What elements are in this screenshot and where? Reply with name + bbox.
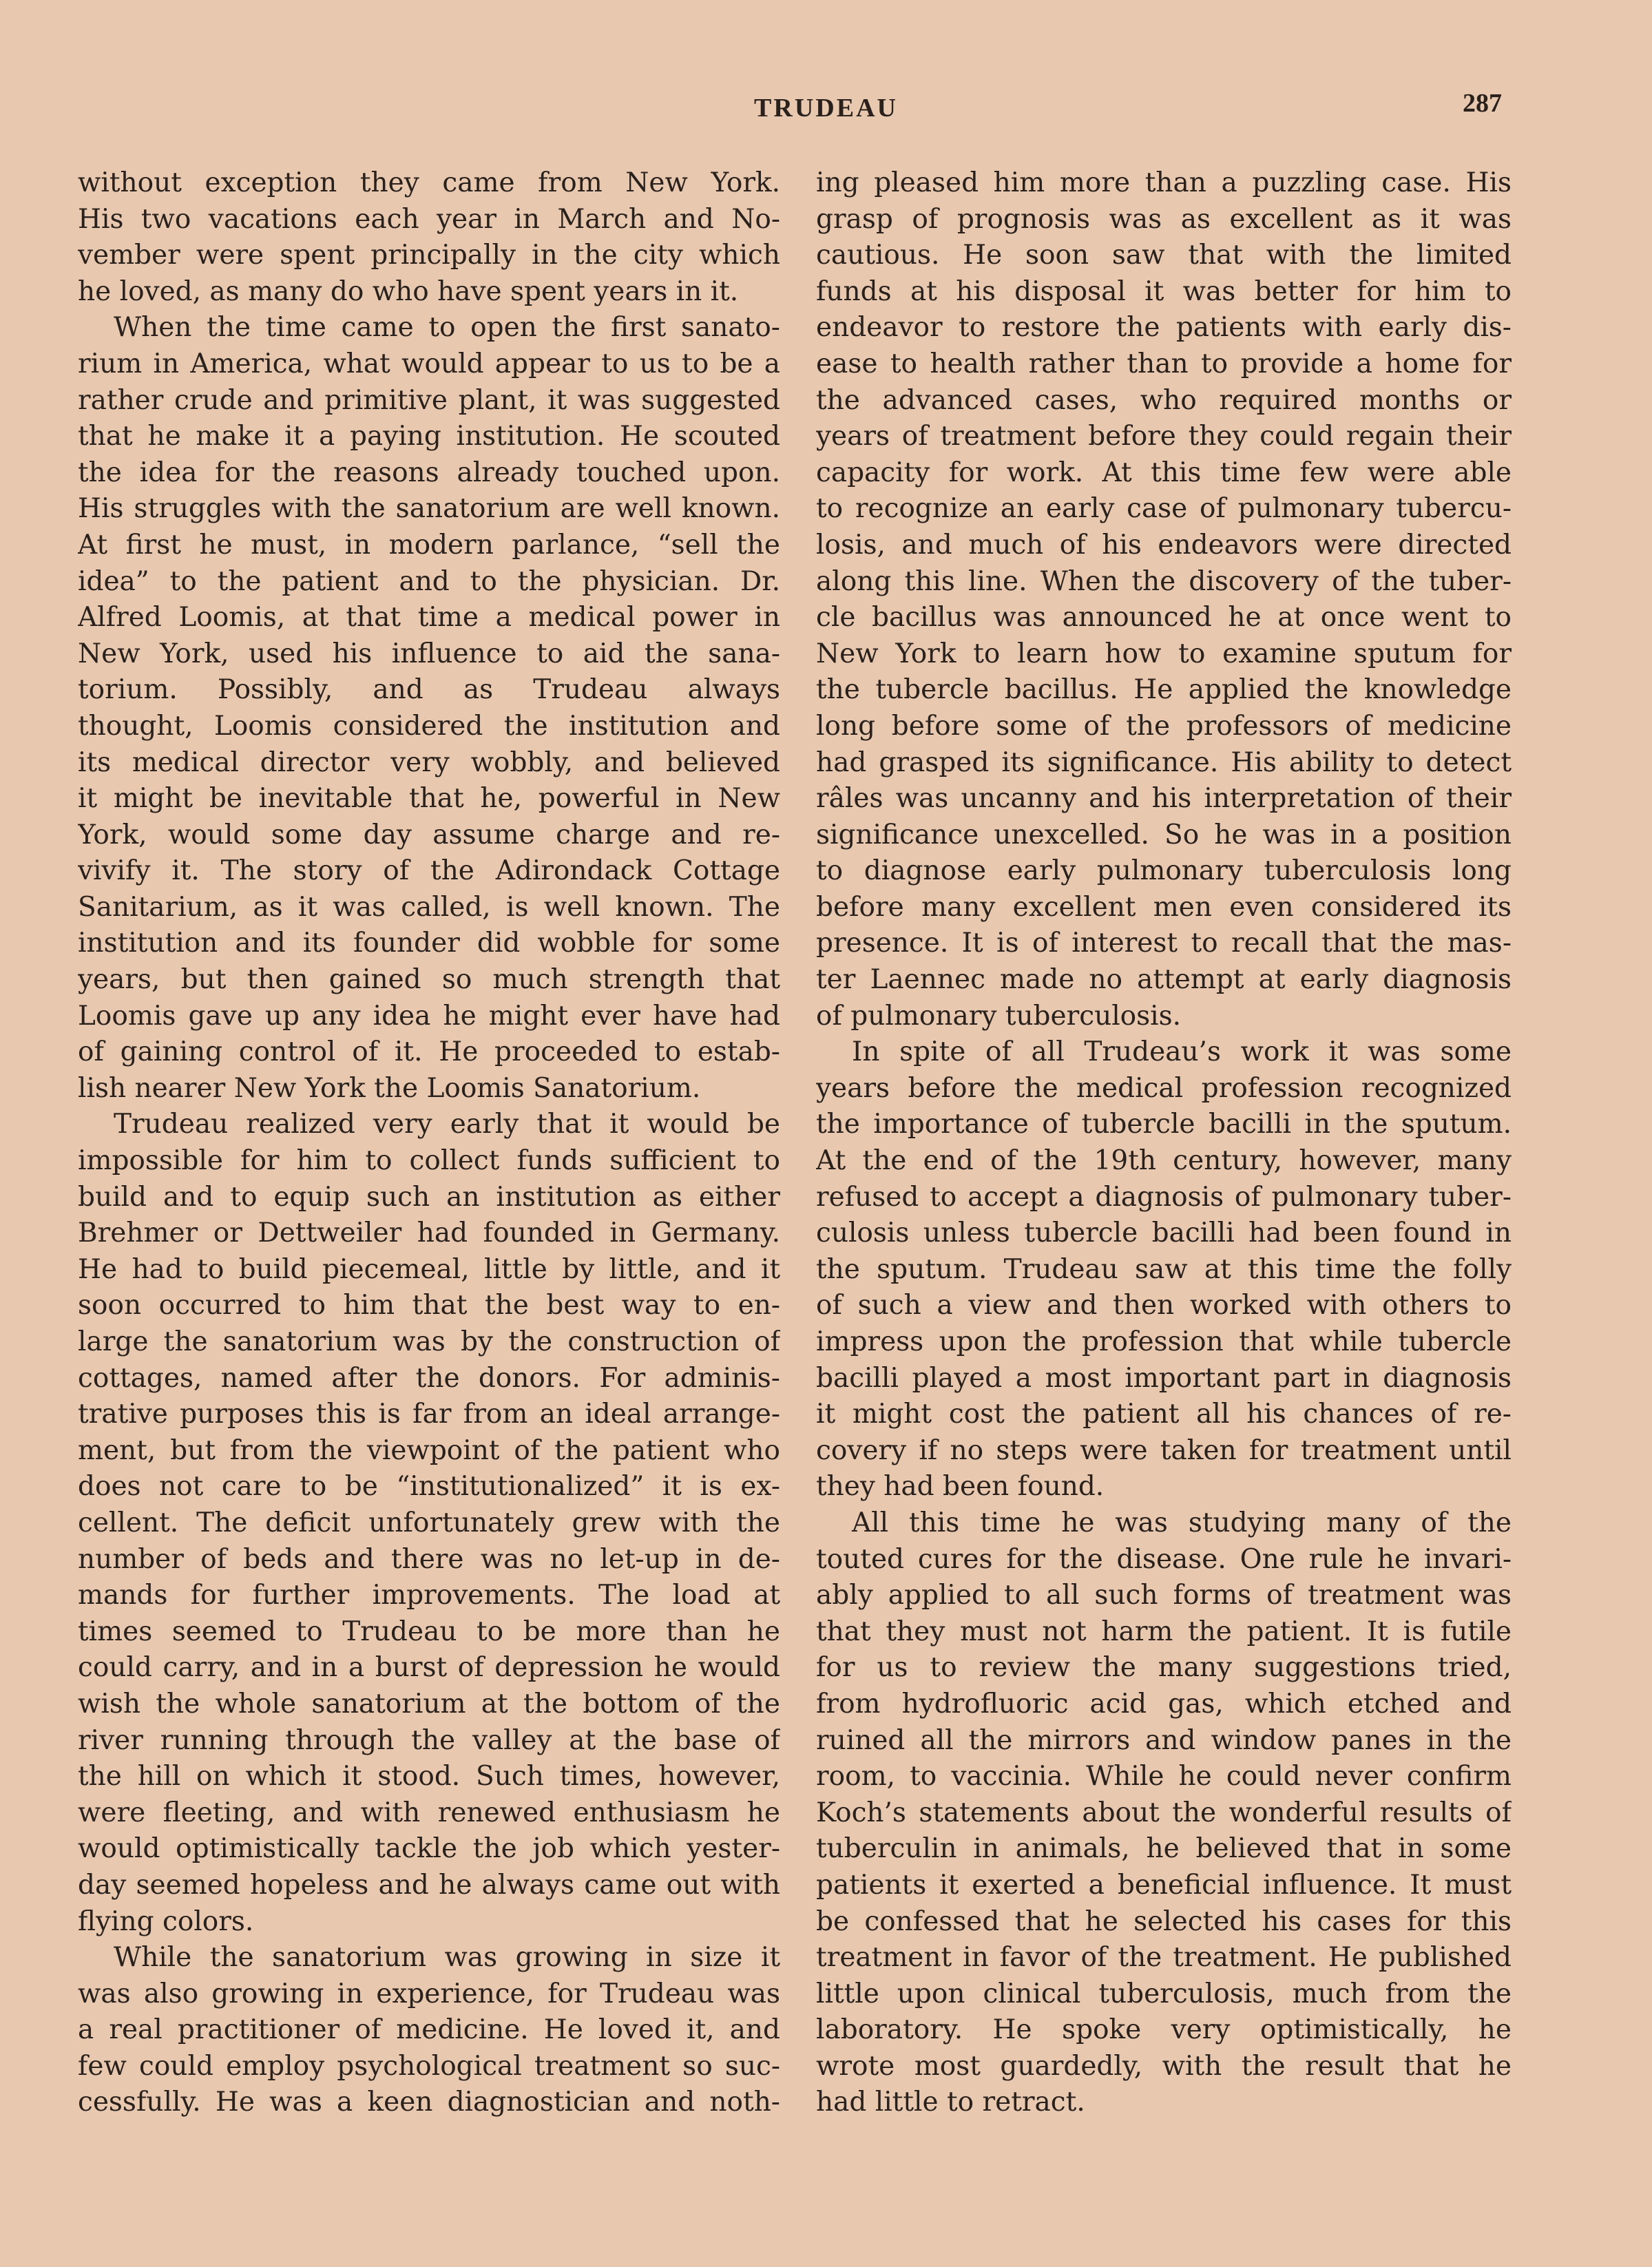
text-line: cautious. He soon saw that with the limited [816, 240, 1512, 271]
text-line: large the sanatorium was by the construction of [78, 1326, 780, 1357]
text-line: thought, Loomis considered the institution and [78, 710, 780, 742]
text-line: it might cost the patient all his chances of re- [816, 1399, 1512, 1430]
text-line: impossible for him to collect funds sufficient to [78, 1145, 780, 1177]
text-line: cessfully. He was a keen diagnostician and noth- [78, 2087, 780, 2118]
text-line: grasp of prognosis was as excellent as it was [816, 203, 1512, 235]
text-line: had grasped its significance. His ability to detect [816, 746, 1512, 778]
text-line: the tubercle bacillus. He applied the knowledge [816, 674, 1512, 706]
text-line: along this line. When the discovery of the tuber- [816, 565, 1512, 597]
text-line: cle bacillus was announced he at once went to [816, 602, 1512, 634]
text-line: touted cures for the disease. One rule he invari- [816, 1543, 1512, 1575]
text-line: years, but then gained so much strength that [78, 964, 780, 996]
text-line: laboratory. He spoke very optimistically, he [816, 2014, 1512, 2046]
text-line: presence. It is of interest to recall that the mas- [816, 928, 1512, 959]
text-line: to recognize an early case of pulmonary tubercu- [816, 493, 1512, 525]
text-line: it might be inevitable that he, powerful in New [78, 783, 780, 815]
text-line: ing pleased him more than a puzzling case. His [816, 167, 1512, 198]
text-line: idea” to the patient and to the physician. Dr. [78, 565, 780, 597]
text-line: wrote most guardedly, with the result that he [816, 2050, 1512, 2082]
text-line: covery if no steps were taken for treatment until [816, 1434, 1512, 1466]
text-line: Koch’s statements about the wonderful results of [816, 1797, 1512, 1828]
text-line: His struggles with the sanatorium are well known. [78, 493, 780, 525]
text-line: was also growing in experience, for Trudeau was [78, 1978, 780, 2009]
text-line: they had been found. [816, 1471, 1105, 1503]
text-line: be confessed that he selected his cases for this [816, 1905, 1512, 1937]
text-line: flying colors. [78, 1905, 254, 1937]
text-line: institution and its founder did wobble for some [78, 928, 780, 959]
text-line: York, would some day assume charge and re- [78, 819, 780, 850]
page-number: 287 [1463, 89, 1502, 118]
text-line: wish the whole sanatorium at the bottom of the [78, 1688, 780, 1720]
text-line: funds at his disposal it was better for him to [816, 275, 1512, 307]
text-line: All this time he was studying many of the [852, 1507, 1512, 1538]
text-line: of pulmonary tuberculosis. [816, 1000, 1182, 1032]
text-line: the importance of tubercle bacilli in the sputum. [816, 1109, 1512, 1140]
text-line: treatment in favor of the treatment. He published [816, 1942, 1512, 1974]
text-line: ably applied to all such forms of treatment was [816, 1580, 1512, 1611]
text-line: vivify it. The story of the Adirondack Cottage [78, 855, 780, 887]
text-line: bacilli played a most important part in diagnosis [816, 1362, 1512, 1394]
text-line: the hill on which it stood. Such times, however, [78, 1761, 780, 1793]
text-line: little upon clinical tuberculosis, much from the [816, 1978, 1512, 2009]
text-line: vember were spent principally in the city which [78, 240, 780, 271]
text-line: refused to accept a diagnosis of pulmonary tuber- [816, 1181, 1512, 1213]
text-line: times seemed to Trudeau to be more than he [78, 1616, 780, 1647]
text-line: trative purposes this is far from an ideal arrange- [78, 1399, 780, 1430]
text-line: before many excellent men even considered its [816, 891, 1512, 923]
text-line: day seemed hopeless and he always came out with [78, 1869, 780, 1901]
text-line: of such a view and then worked with others to [816, 1290, 1512, 1321]
text-line: patients it exerted a beneficial influence. It must [816, 1869, 1512, 1901]
text-line: few could employ psychological treatment so suc- [78, 2050, 780, 2082]
text-line: mands for further improvements. The load at [78, 1580, 780, 1611]
text-line: build and to equip such an institution as either [78, 1181, 780, 1213]
text-line: capacity for work. At this time few were able [816, 457, 1512, 488]
text-line: At first he must, in modern parlance, “sell the [78, 529, 780, 561]
text-line: that they must not harm the patient. It is futile [816, 1616, 1512, 1647]
text-line: would optimistically tackle the job which yester- [78, 1833, 780, 1865]
text-line: lish nearer New York the Loomis Sanatorium. [78, 1072, 701, 1104]
text-line: significance unexcelled. So he was in a position [816, 819, 1512, 850]
text-line: At the end of the 19th century, however, many [816, 1145, 1512, 1177]
text-line: culosis unless tubercle bacilli had been found in [816, 1218, 1512, 1249]
text-line: were fleeting, and with renewed enthusiasm he [78, 1797, 780, 1828]
text-line: New York to learn how to examine sputum for [816, 638, 1512, 669]
text-line: While the sanatorium was growing in size it [114, 1942, 780, 1974]
text-line: room, to vaccinia. While he could never confirm [816, 1761, 1512, 1793]
text-line: ment, but from the viewpoint of the patient who [78, 1434, 780, 1466]
text-line: In spite of all Trudeau’s work it was some [852, 1036, 1512, 1068]
text-line: river running through the valley at the base of [78, 1724, 780, 1756]
text-line: ruined all the mirrors and window panes in the [816, 1724, 1512, 1756]
text-line: Alfred Loomis, at that time a medical power in [78, 602, 780, 634]
text-line: ease to health rather than to provide a home for [816, 348, 1512, 379]
text-line: impress upon the profession that while tubercle [816, 1326, 1512, 1357]
text-line: the idea for the reasons already touched upon. [78, 457, 780, 488]
left-column [78, 165, 780, 2149]
text-line: from hydrofluoric acid gas, which etched and [816, 1688, 1512, 1720]
text-line: long before some of the professors of medicine [816, 710, 1512, 742]
text-line: without exception they came from New York. [78, 167, 780, 198]
text-line: endeavor to restore the patients with early dis- [816, 312, 1512, 344]
text-line: He had to build piecemeal, little by little, and it [78, 1253, 780, 1285]
text-line: of gaining control of it. He proceeded to estab- [78, 1036, 780, 1068]
text-line: râles was uncanny and his interpretation of their [816, 783, 1512, 815]
text-line: rather crude and primitive plant, it was suggested [78, 384, 780, 416]
right-column [816, 165, 1512, 2149]
text-line: soon occurred to him that the best way to en- [78, 1290, 780, 1321]
text-line: that he make it a paying institution. He scouted [78, 421, 780, 452]
text-line: a real practitioner of medicine. He loved it, and [78, 2014, 780, 2046]
text-line: Loomis gave up any idea he might ever have had [78, 1000, 780, 1032]
text-line: he loved, as many do who have spent years in it. [78, 275, 739, 307]
text-line: Brehmer or Dettweiler had founded in Germany. [78, 1218, 780, 1249]
text-line: to diagnose early pulmonary tuberculosis long [816, 855, 1512, 887]
text-line: losis, and much of his endeavors were directed [816, 529, 1512, 561]
text-line: Trudeau realized very early that it would be [114, 1109, 780, 1140]
text-line: had little to retract. [816, 2087, 1085, 2118]
text-line: rium in America, what would appear to us to be a [78, 348, 780, 379]
running-head-title: TRUDEAU [754, 94, 898, 123]
text-line: number of beds and there was no let-up in de- [78, 1543, 780, 1575]
text-line: does not care to be “institutionalized” it is ex- [78, 1471, 780, 1503]
text-line: its medical director very wobbly, and believed [78, 746, 780, 778]
text-line: New York, used his influence to aid the sana- [78, 638, 780, 669]
text-line: torium. Possibly, and as Trudeau always [78, 674, 780, 706]
text-line: cottages, named after the donors. For adminis- [78, 1362, 780, 1394]
text-line: could carry, and in a burst of depression he would [78, 1652, 780, 1684]
text-line: years before the medical profession recognized [816, 1072, 1512, 1104]
text-line: When the time came to open the first sanato- [114, 312, 780, 344]
text-line: His two vacations each year in March and No- [78, 203, 780, 235]
text-line: tuberculin in animals, he believed that in some [816, 1833, 1512, 1865]
text-line: for us to review the many suggestions tried, [816, 1652, 1512, 1684]
text-line: Sanitarium, as it was called, is well known. The [78, 891, 780, 923]
text-line: years of treatment before they could regain their [816, 421, 1512, 452]
text-line: the advanced cases, who required months or [816, 384, 1512, 416]
text-line: ter Laennec made no attempt at early diagnosis [816, 964, 1512, 996]
text-line: cellent. The deficit unfortunately grew with the [78, 1507, 780, 1538]
text-line: the sputum. Trudeau saw at this time the folly [816, 1253, 1512, 1285]
